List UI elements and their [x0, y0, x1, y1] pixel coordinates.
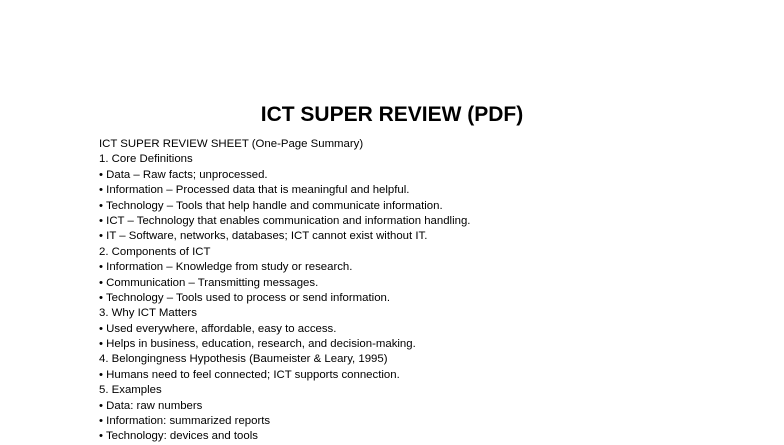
bullet-item: • Information: summarized reports — [99, 415, 271, 428]
section-heading: 4. Belongingness Hypothesis (Baumeister & Leary, 1995) — [99, 353, 388, 366]
bullet-item: • Communication – Transmitting messages. — [99, 276, 319, 289]
bullet-item: • Information – Processed data that is meaningful and helpful. — [99, 184, 410, 197]
bullet-item: • Technology: devices and tools — [99, 430, 258, 443]
bullet-item: • Data – Raw facts; unprocessed. — [99, 168, 268, 181]
bullet-item: • Helps in business, education, research, and decision-making. — [99, 338, 416, 351]
bullet-item: • ICT – Technology that enables communication and information handling. — [99, 214, 471, 227]
bullet-item: • Data: raw numbers — [99, 399, 203, 412]
bullet-item: • Humans need to feel connected; ICT supports connection. — [99, 368, 400, 381]
section-heading: 3. Why ICT Matters — [99, 307, 197, 320]
document-body — [99, 137, 759, 445]
bullet-item: • IT – Software, networks, databases; ICT cannot exist without IT. — [99, 230, 428, 243]
section-heading: 1. Core Definitions — [99, 153, 193, 166]
document-title: ICT SUPER REVIEW (PDF) — [260, 103, 524, 126]
bullet-item: • Information – Knowledge from study or research. — [99, 261, 353, 274]
bullet-item: • Used everywhere, affordable, easy to access. — [99, 322, 337, 335]
bullet-item: • Technology – Tools used to process or send information. — [99, 291, 391, 304]
section-heading: 2. Components of ICT — [99, 245, 211, 258]
summary-heading: ICT SUPER REVIEW SHEET (One-Page Summary) — [99, 138, 364, 150]
bullet-item: • Technology – Tools that help handle and communicate information. — [99, 199, 443, 212]
section-heading: 5. Examples — [99, 384, 162, 397]
